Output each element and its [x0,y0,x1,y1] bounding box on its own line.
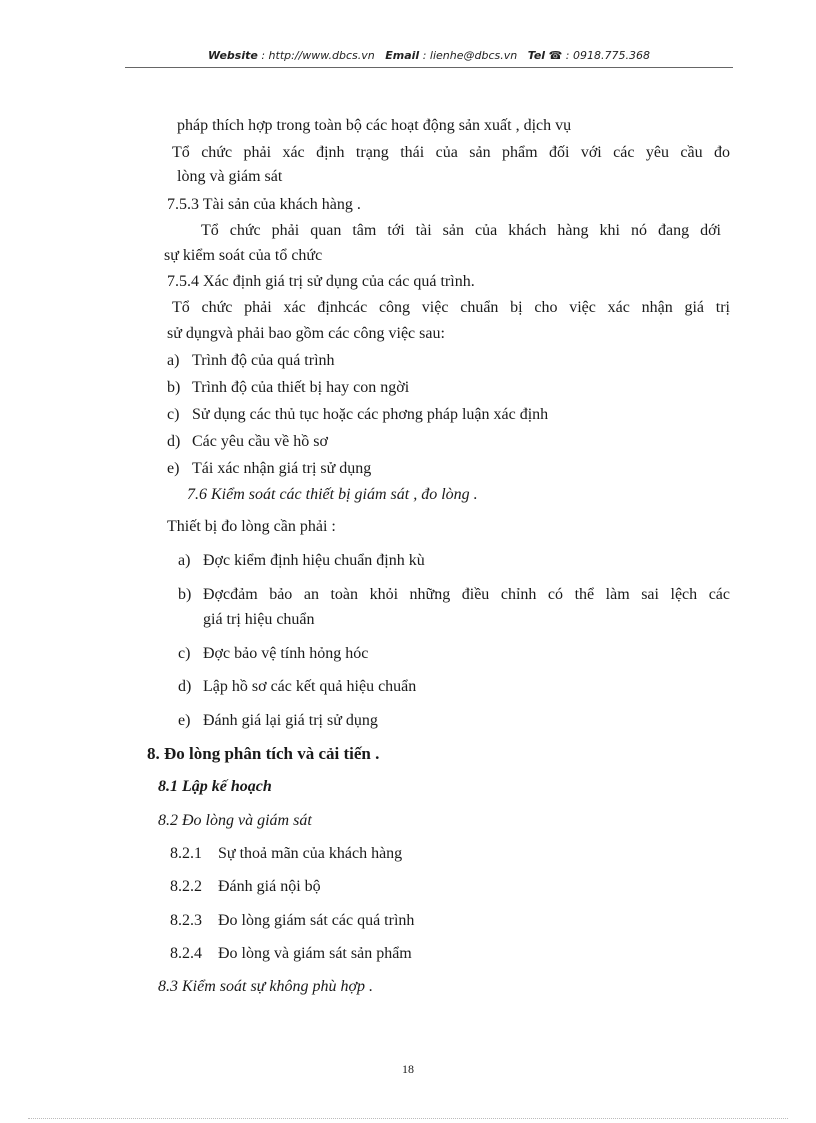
list-item-text: Tái xác nhận giá trị sử dụng [192,460,372,477]
list-item-text: Đợcđảm bảo an toàn khỏi những điều chỉnh có thể làm sai lệch các [203,586,730,603]
list-marker: c) [167,406,180,423]
list-marker: c) [178,645,191,662]
list-item-text: Đợc kiểm định hiệu chuẩn định kù [203,552,425,569]
list-item [167,432,328,452]
paragraph-line: Thiết bị đo lòng cần phải : [167,518,336,535]
subsection-item [170,911,414,931]
section-heading-8: 8. Đo lòng phân tích và cải tiến . [147,744,380,763]
paragraph-line: lòng và giám sát [177,168,283,185]
subsection-number: 8.2.2 [170,878,202,895]
list-item [167,378,409,398]
list-item-text: Sử dụng các thủ tục hoặc các phơng pháp luận xác định [192,406,549,423]
list-item-continuation: giá trị hiệu chuẩn [203,611,315,628]
list-item-text: Lập hồ sơ các kết quả hiệu chuẩn [203,678,417,695]
section-heading-8-3: 8.3 Kiểm soát sự không phù hợp . [158,978,374,995]
subsection-number: 8.2.1 [170,845,202,862]
list-marker: a) [167,352,180,369]
subsection-text: Sự thoả mãn của khách hàng [218,845,403,862]
list-item [167,459,371,479]
subsection-text: Đánh giá nội bộ [218,878,321,895]
email-label: Email [385,49,420,62]
list-item [178,551,425,571]
footer-divider [28,1118,788,1119]
phone-icon: ☎ [548,49,563,62]
website-value: : http://www.dbcs.vn [261,49,375,62]
list-marker: b) [167,379,181,396]
list-item-text: Trình độ của quá trình [192,352,335,369]
paragraph-line: sử dụngvà phải bao gồm các công việc sau: [167,325,445,342]
subsection-text: Đo lòng giám sát các quá trình [218,912,415,929]
list-marker: a) [178,552,191,569]
subsection-item [170,844,402,864]
subsection-text: Đo lòng và giám sát sản phẩm [218,945,412,962]
header-divider [125,67,733,68]
list-item [178,711,378,731]
list-item [178,644,368,664]
paragraph-line: sự kiểm soát của tổ chức [164,247,323,264]
page-number: 18 [402,1062,414,1076]
list-marker: e) [178,712,191,729]
website-label: Website [208,49,258,62]
list-item-text: Đánh giá lại giá trị sử dụng [203,712,378,729]
email-value: : lienhe@dbcs.vn [422,49,518,62]
section-heading-7-6: 7.6 Kiểm soát các thiết bị giám sát , đo lòng . [187,486,478,503]
page-header [125,49,733,62]
list-item-text: Các yêu cầu về hồ sơ [192,433,328,450]
tel-label: Tel [527,49,546,62]
list-marker: b) [178,586,192,603]
subsection-heading: 7.5.3 Tài sản của khách hàng . [167,196,361,213]
list-marker: d) [178,678,192,695]
list-item [178,585,730,605]
list-item [167,351,335,371]
section-heading-8-1: 8.1 Lập kế hoạch [158,778,272,795]
subsection-heading: 7.5.4 Xác định giá trị sử dụng của các quá trình. [167,273,475,290]
section-heading-8-2: 8.2 Đo lòng và giám sát [158,812,312,829]
list-marker: d) [167,433,181,450]
subsection-item [170,944,412,964]
paragraph-line: Tổ chức phải quan tâm tới tài sản của khách hàng khi nó đang dới [201,222,721,239]
tel-value: : 0918.775.368 [565,49,650,62]
list-marker: e) [167,460,180,477]
list-item-text: Đợc bảo vệ tính hỏng hóc [203,645,369,662]
list-item [167,405,548,425]
paragraph-line: Tổ chức phải xác địnhcác công việc chuẩn bị cho việc xác nhận giá trị [172,299,730,316]
subsection-item [170,877,321,897]
paragraph-line: Tổ chức phải xác định trạng thái của sản phẩm đối với các yêu cầu đo [172,144,730,161]
subsection-number: 8.2.4 [170,945,202,962]
list-item [178,677,416,697]
list-item-text: Trình độ của thiết bị hay con ngời [192,379,410,396]
paragraph-line: pháp thích hợp trong toàn bộ các hoạt động sản xuất , dịch vụ [177,117,572,134]
subsection-number: 8.2.3 [170,912,202,929]
